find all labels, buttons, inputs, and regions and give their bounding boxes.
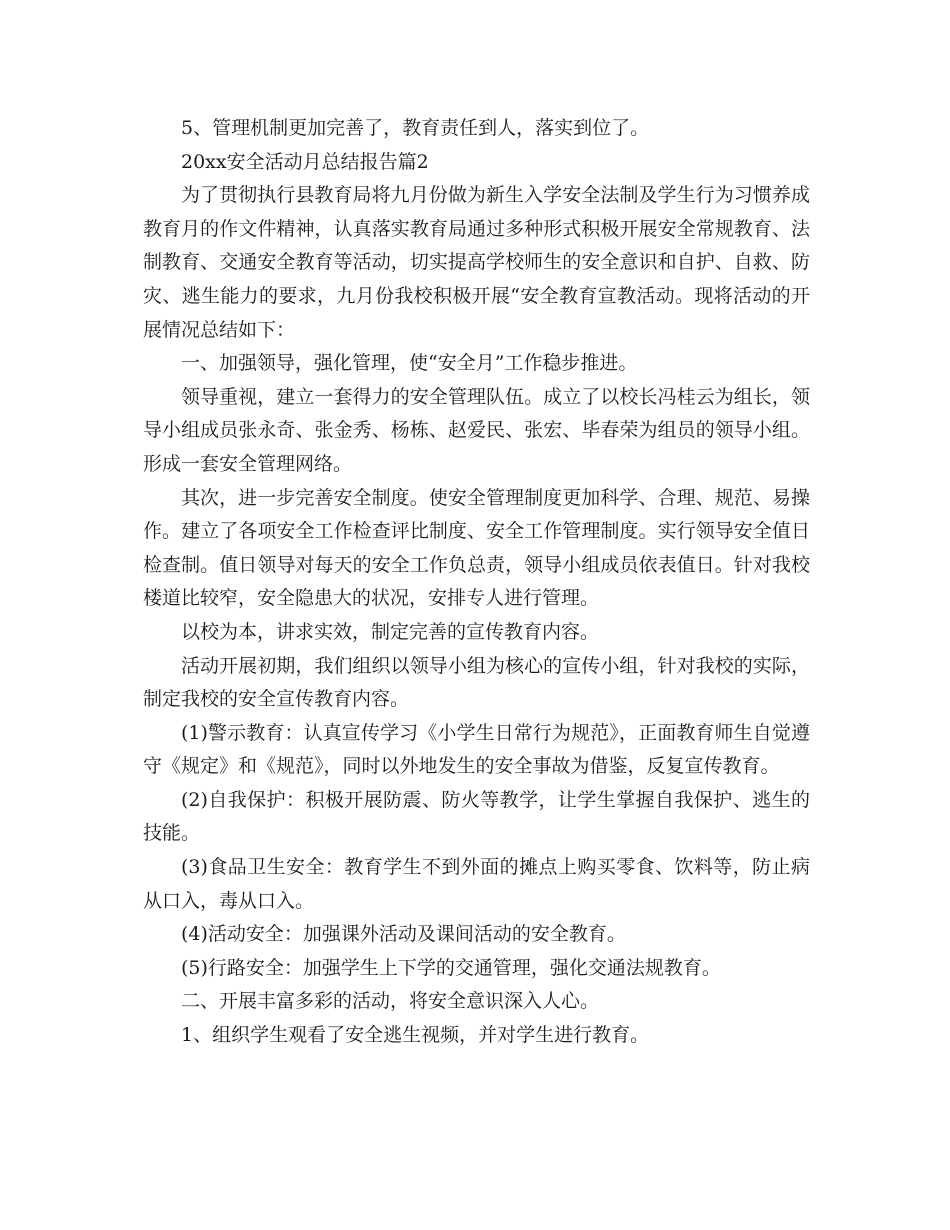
section-heading-report-2: 20xx安全活动月总结报告篇2: [181, 150, 429, 173]
paragraph-leadership-team: 领导重视，建立一套得力的安全管理队伍。成立了以校长冯桂云为组长，领导小组成员张永奇、张金秀、杨栋、赵爱民、张宏、毕春荣为组员的领导小组。形成一套安全管理网络。: [143, 385, 810, 475]
list-item-road-safety: (5)行路安全：加强学生上下学的交通管理，强化交通法规教育。: [181, 956, 721, 979]
paragraph-safety-system: 其次，进一步完善安全制度。使安全管理制度更加科学、合理、规范、易操作。建立了各项安全工作检查评比制度、安全工作管理制度。实行领导安全值日检查制。值日领导对每天的安全工作负总责，领导小组成员依表值日。针对我校楼道比较窄，安全隐患大的状况，安排专人进行管理。: [143, 486, 810, 610]
paragraph-propaganda-group: 活动开展初期，我们组织以领导小组为核心的宣传小组，针对我校的实际，制定我校的安全宣传教育内容。: [143, 654, 810, 711]
heading-strengthen-leadership: 一、加强领导，强化管理，使“安全月”工作稳步推进。: [181, 352, 638, 375]
heading-rich-activities: 二、开展丰富多彩的活动，将安全意识深入人心。: [181, 990, 600, 1013]
paragraph-introduction: 为了贯彻执行县教育局将九月份做为新生入学安全法制及学生行为习惯养成教育月的作文件精神，认真落实教育局通过多种形式积极开展安全常规教育、法制教育、交通安全教育等活动，切实提高学校师生的安全意识和自护、自救、防灾、逃生能力的要求，九月份我校积极开展“安全教育宣教活动。现将活动的开展情况总结如下：: [143, 184, 810, 341]
list-item-self-protection: (2)自我保护：积极开展防震、防火等教学，让学生掌握自我保护、逃生的技能。: [143, 788, 810, 845]
paragraph-school-based: 以校为本，讲求实效，制定完善的宣传教育内容。: [181, 620, 600, 643]
list-item-activity-safety: (4)活动安全：加强课外活动及课间活动的安全教育。: [181, 923, 626, 946]
list-item-food-safety: (3)食品卫生安全：教育学生不到外面的摊点上购买零食、饮料等，防止病从口入，毒从口入。: [143, 856, 810, 912]
document-body: [143, 112, 810, 1053]
paragraph-management-mechanism: 5、管理机制更加完善了，教育责任到人，落实到位了。: [181, 117, 650, 139]
list-item-warning-education: (1)警示教育：认真宣传学习《小学生日常行为规范》，正面教育师生自觉遵守《规定》和《规范》，同时以外地发生的安全事故为借鉴，反复宣传教育。: [143, 721, 810, 778]
paragraph-escape-video: 1、组织学生观看了安全逃生视频，并对学生进行教育。: [181, 1024, 650, 1047]
